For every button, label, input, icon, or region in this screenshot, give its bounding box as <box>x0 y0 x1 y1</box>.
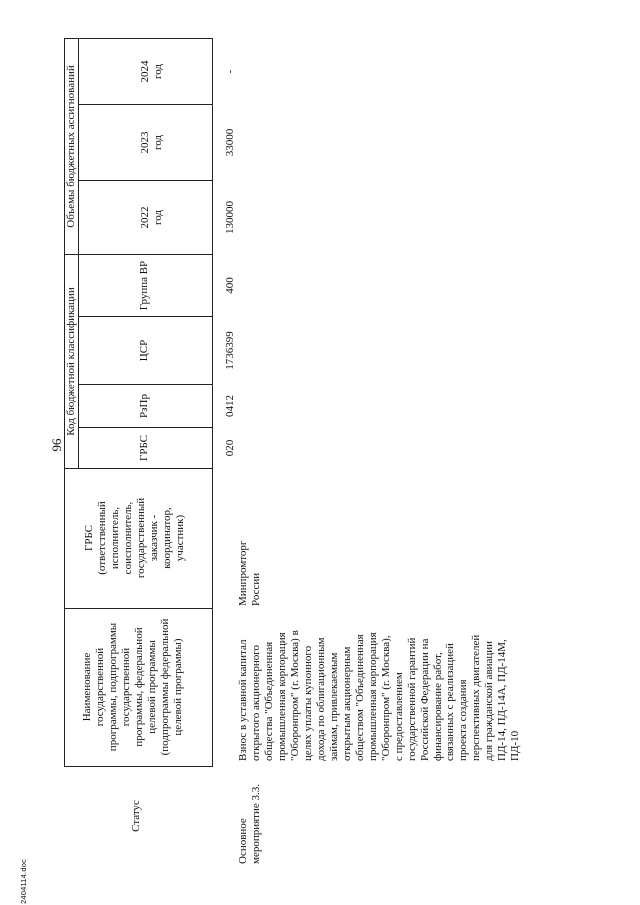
row-vr: 400 <box>224 277 236 294</box>
header-year-2023: 2023 год <box>138 131 164 154</box>
row-program-name: Взнос в уставной капитал открытого акционерного общества "Объединенная промышленная корпорация "Оборонпром" (г. Москва) в целях уплаты купонного дохода по облигационным займам, привлекаемым открытым акционерным обществом "Объединенная промышленная корпорация "Оборонпром" (г. Москва), с предоставлением государственной гарантий Российской Федерации на финансирование работ, связанных с реализацией проекта создания перспективных двигателей для гражданской авиации ПД-14, ПД-14А, ПД-14М, ПД-10 <box>236 630 522 761</box>
row-grbs-code: 020 <box>224 439 236 457</box>
header-rzpr: РзПр <box>138 394 150 418</box>
row-status: Основное мероприятие 3.3. <box>236 783 262 864</box>
header-status: Статус <box>130 800 142 832</box>
row-value-2023: 33000 <box>224 128 236 157</box>
header-program-name: Наименование государственной программы, подпрограммы государственной программы, федеральной целевой программы (подпрограммы федеральной целевой программы) <box>80 618 184 756</box>
header-bottom-border <box>212 39 213 767</box>
header-year-2024: 2024 год <box>138 60 164 83</box>
row-rzpr: 0412 <box>224 395 236 417</box>
file-name: 2404114.doc <box>19 858 28 904</box>
header-grbs: ГРБС (ответственный исполнитель, соисполнитель, государственный заказчик - координатор, участник) <box>82 497 186 579</box>
header-year-2022: 2022 год <box>138 206 164 229</box>
header-csr: ЦСР <box>138 339 150 362</box>
row-csr: 1736399 <box>224 331 236 370</box>
header-budget-code-group: Код бюджетной классификации <box>65 287 77 436</box>
row-grbs: Минпромторг России <box>236 540 262 606</box>
header-grbs-code: ГРБС <box>138 434 150 462</box>
row-value-2022: 130000 <box>224 201 236 234</box>
header-volumes-group: Объемы бюджетных ассигнований <box>65 65 77 228</box>
row-value-2024: - <box>224 69 236 74</box>
header-vr: Группа ВР <box>138 260 150 311</box>
page-number: 96 <box>49 438 64 452</box>
